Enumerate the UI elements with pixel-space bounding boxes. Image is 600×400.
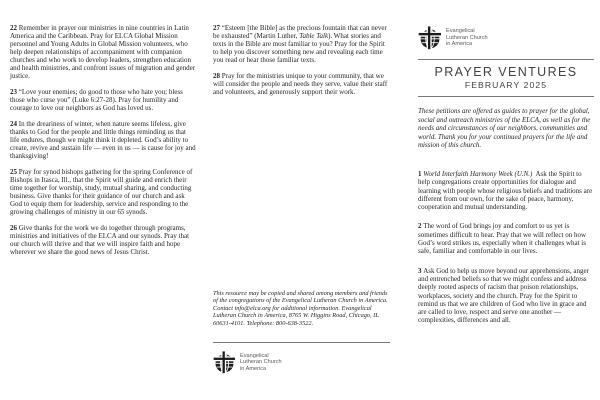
day-number: 25 <box>10 168 19 176</box>
prayer-paragraph <box>10 120 196 160</box>
paragraph-text: Remember in prayer our ministries in nine countries in Latin America and the Caribbean. Pray for ELCA Global Mission personnel and Young Adults in Global Mission volunteers, who help deepen relationships of accompaniment with companion churches and who work to develop leaders, strengthen education and health ministries, and confront issues of migration and gender justice. <box>10 24 196 80</box>
elca-logo-text <box>446 28 488 47</box>
paragraph-text: “Love your enemies; do good to those who hate you; bless those who curse you” (Luke 6:27-28). Pray for humility and courage to love our neighbors as God has loved us. <box>10 88 183 112</box>
left-column-paragraphs <box>10 24 196 256</box>
prayer-paragraph <box>10 88 196 112</box>
prayer-paragraph <box>10 224 196 256</box>
logo-line-3: in America <box>446 41 473 48</box>
day-number: 27 <box>213 24 222 32</box>
logo-line-1: Evangelical <box>446 28 475 35</box>
day-number: 3 <box>418 266 424 275</box>
elca-logo-text <box>240 353 282 372</box>
elca-logo <box>418 26 594 50</box>
logo-line-2: Lutheran Church <box>446 34 488 41</box>
middle-column-paragraphs <box>213 24 390 96</box>
day-number: 26 <box>10 224 19 232</box>
divider-rule <box>213 342 390 343</box>
paragraph-text: Ask the Spirit to help congregations create opportunities for dialogue and learning with people whose religious beliefs and traditions are different from our own, for the sake of peace, harmony, cooperation and mutual understanding. <box>418 169 593 212</box>
elca-globe-cross-icon <box>213 351 236 374</box>
day-number: 1 <box>418 169 424 178</box>
day-number: 2 <box>418 222 424 231</box>
paragraph-text: Pray for the ministries unique to your community, that we will consider the people and needs they serve, value their staff and volunteers, and generously support their work. <box>213 72 388 96</box>
paragraph-text: ). What stories and texts in the Bible are most familiar to you? Pray for the Spirit to help you discover something new and revealing each time you read or hear those familiar texts. <box>213 32 385 64</box>
prayer-paragraph <box>418 267 594 325</box>
page-title: PRAYER VENTURES <box>434 65 578 79</box>
paragraph-text: Give thanks for the work we do together through programs, ministries and initiatives of the ELCA and our synods. Pray that our church will thrive and that we will inspire faith and hope wherever we share the good news of Jesus Christ. <box>10 224 190 256</box>
paragraph-text: Table Talk <box>299 32 329 40</box>
prayer-paragraph <box>213 72 390 96</box>
prayer-paragraph <box>10 168 196 216</box>
paragraph-text: Pray for synod bishops gathering for the spring Conference of Bishops in Itasca, Ill., that the Spirit will guide and enrich their time together for worship, study, mutual sharing, and conducting business. Give thanks for their guidance of our church and ask God to equip them for leadership, service and responding to the growing challenges of ministry in our 65 synods. <box>10 168 193 216</box>
elca-logo <box>213 351 282 374</box>
prayer-paragraph <box>213 24 390 64</box>
cover-panel <box>418 24 594 336</box>
middle-column <box>213 24 390 394</box>
paragraph-text: In the dreariness of winter, when nature seems lifeless, give thanks to God for the people and little things reminding us that life endures, though we might think it depleted. God’s ability to create, revive and sustain life — even in us — is cause for joy and thanksgiving! <box>10 120 196 160</box>
prayer-paragraph <box>418 170 594 211</box>
prayer-paragraph <box>418 222 594 255</box>
cover-intro-text: These petitions are offered as guides to prayer for the global, social and outreach ministries of the ELCA, as well as for the needs and circumstances of our neighbors, communities and world. Thank you for your continued prayers for the life and mission of this church. <box>418 107 591 150</box>
logo-line-3: in America <box>240 365 267 372</box>
header-bottom-rule <box>418 96 594 97</box>
day-number: 23 <box>10 88 19 96</box>
copyright-notice: This resource may be copied and shared among members and friends of the congregations of the Evangelical Lutheran Church in America. Contact info@elca.org for additional information. Evangelical Lutheran Church in America, 8765 W. Higgins Road, Chicago, IL 60631-4101. Telephone: 800-638-3522. <box>213 290 388 327</box>
logo-line-2: Lutheran Church <box>240 359 282 366</box>
left-column <box>10 24 196 264</box>
cover-paragraphs <box>418 170 594 325</box>
paragraph-text: “Esteem [the Bible] as the precious fountain that can never be exhausted” (Martin Luther, <box>213 24 387 40</box>
paragraph-text: Ask God to help us move beyond our apprehensions, anger and entrenched beliefs so that we might confess and address deeply rooted aspects of racism that poison relationships, workplaces, society and the church. Pray for the Spirit to remind us that we are children of God who live in grace and are called to love, respect and serve one another — complexities, differences and all. <box>418 266 589 325</box>
page-subtitle: FEBRUARY 2025 <box>464 80 548 90</box>
paragraph-text: World Interfaith Harmony Week (U.N.) <box>423 169 533 178</box>
day-number: 22 <box>10 24 19 32</box>
prayer-paragraph <box>10 24 196 80</box>
day-number: 28 <box>213 72 222 80</box>
elca-globe-cross-icon <box>418 26 442 50</box>
cover-header <box>418 60 594 96</box>
day-number: 24 <box>10 120 19 128</box>
paragraph-text: The word of God brings joy and comfort to us yet is sometimes difficult to hear. Pray that we will reflect on how God’s word strikes us, especially when it challenges what is safe, familiar and comfortable in our lives. <box>418 222 587 256</box>
logo-line-1: Evangelical <box>240 352 269 359</box>
